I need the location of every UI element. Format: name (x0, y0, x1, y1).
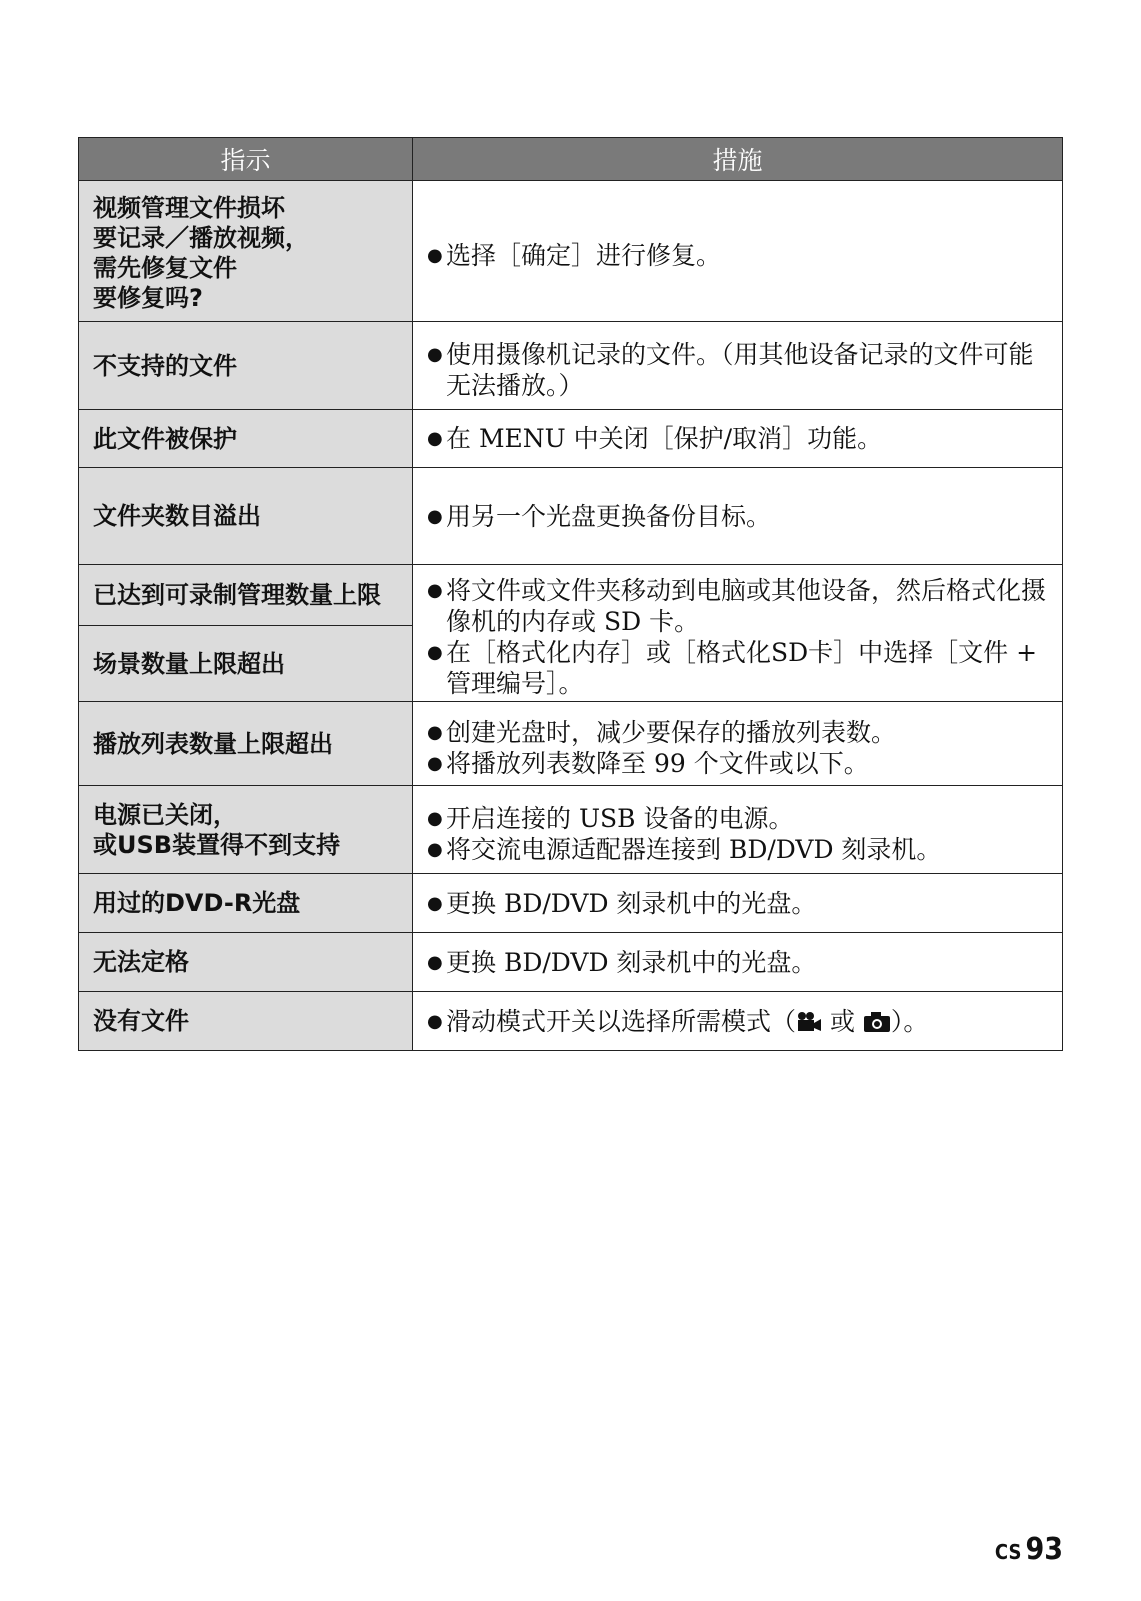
action-item: ● 更换 BD/DVD 刻录机中的光盘。 (427, 947, 1050, 978)
language-code: CS (994, 1540, 1022, 1564)
action-item: ● 用另一个光盘更换备份目标。 (427, 501, 1050, 532)
table-header-row (79, 138, 1063, 181)
action-item: ● 将播放列表数降至 99 个文件或以下。 (427, 748, 1050, 779)
action-item: ● 开启连接的 USB 设备的电源。 (427, 803, 1050, 834)
indicator-cell (79, 874, 413, 933)
indicator-cell (79, 933, 413, 992)
action-cell (413, 874, 1063, 933)
indicator-text: 没有文件 (93, 1007, 189, 1035)
indicator-cell (79, 181, 413, 322)
action-cell (413, 933, 1063, 992)
indicator-text: 要修复吗? (93, 284, 203, 312)
photo-camera-icon (863, 1011, 891, 1033)
action-item: ● 选择［确定］进行修复。 (427, 240, 1050, 271)
table-row (79, 786, 1063, 874)
page-number-value: 93 (1025, 1532, 1063, 1567)
action-item: ● 将文件或文件夹移动到电脑或其他设备，然后格式化摄像机的内存或 SD 卡。 (427, 575, 1050, 637)
indicator-text: 视频管理文件损坏 (93, 194, 285, 222)
indicator-cell (79, 786, 413, 874)
indicator-text: 用过的DVD-R光盘 (93, 889, 301, 917)
action-item (427, 1006, 1050, 1037)
table-row (79, 468, 1063, 565)
indicator-text: 文件夹数目溢出 (93, 502, 261, 530)
video-camera-icon (796, 1011, 822, 1033)
action-item: ● 在［格式化内存］或［格式化SD卡］中选择［文件 + 管理编号］。 (427, 637, 1050, 699)
indicator-cell (79, 410, 413, 468)
indicator-cell (79, 626, 413, 702)
indicator-text: 或USB装置得不到支持 (93, 830, 341, 859)
indicator-text: 此文件被保护 (93, 424, 237, 453)
page-number (995, 1532, 1063, 1567)
action-cell (413, 410, 1063, 468)
indicator-text: 无法定格 (93, 948, 189, 976)
action-cell (413, 468, 1063, 565)
table-row (79, 992, 1063, 1051)
action-text: ）。 (890, 1006, 929, 1036)
indicator-text: 不支持的文件 (93, 351, 237, 380)
indicator-cell (79, 468, 413, 565)
indicator-cell (79, 322, 413, 410)
indicator-cell (79, 565, 413, 626)
table-row (79, 565, 1063, 626)
action-cell (413, 322, 1063, 410)
table-row (79, 874, 1063, 933)
header-action: 措施 (413, 138, 1063, 181)
table-row (79, 410, 1063, 468)
table-row (79, 933, 1063, 992)
indicator-text: 电源已关闭， (93, 800, 237, 829)
table-row (79, 181, 1063, 322)
indicator-text: 需先修复文件 (93, 254, 237, 282)
action-cell (413, 992, 1063, 1051)
indicator-cell (79, 992, 413, 1051)
action-item: ● 更换 BD/DVD 刻录机中的光盘。 (427, 888, 1050, 919)
indicator-text: 要记录／播放视频， (93, 224, 309, 252)
table-row (79, 702, 1063, 786)
indicator-text: 场景数量上限超出 (93, 649, 285, 678)
action-cell (413, 702, 1063, 786)
action-text: 或 (822, 1006, 863, 1036)
action-item: ● 使用摄像机记录的文件。（用其他设备记录的文件可能无法播放。） (427, 339, 1050, 401)
action-item: ● 将交流电源适配器连接到 BD/DVD 刻录机。 (427, 834, 1050, 865)
action-cell (413, 565, 1063, 702)
action-item: ● 创建光盘时，减少要保存的播放列表数。 (427, 717, 1050, 748)
action-cell (413, 181, 1063, 322)
indicator-text: 已达到可录制管理数量上限 (93, 581, 381, 609)
action-item: ● 在 MENU 中关闭［保护/取消］功能。 (427, 423, 1050, 454)
message-table (78, 137, 1063, 1051)
action-cell (413, 786, 1063, 874)
table-row (79, 322, 1063, 410)
action-text: 滑动模式开关以选择所需模式（ (446, 1006, 797, 1036)
indicator-text: 播放列表数量上限超出 (93, 729, 333, 758)
header-indicator: 指示 (79, 138, 413, 181)
indicator-cell (79, 702, 413, 786)
